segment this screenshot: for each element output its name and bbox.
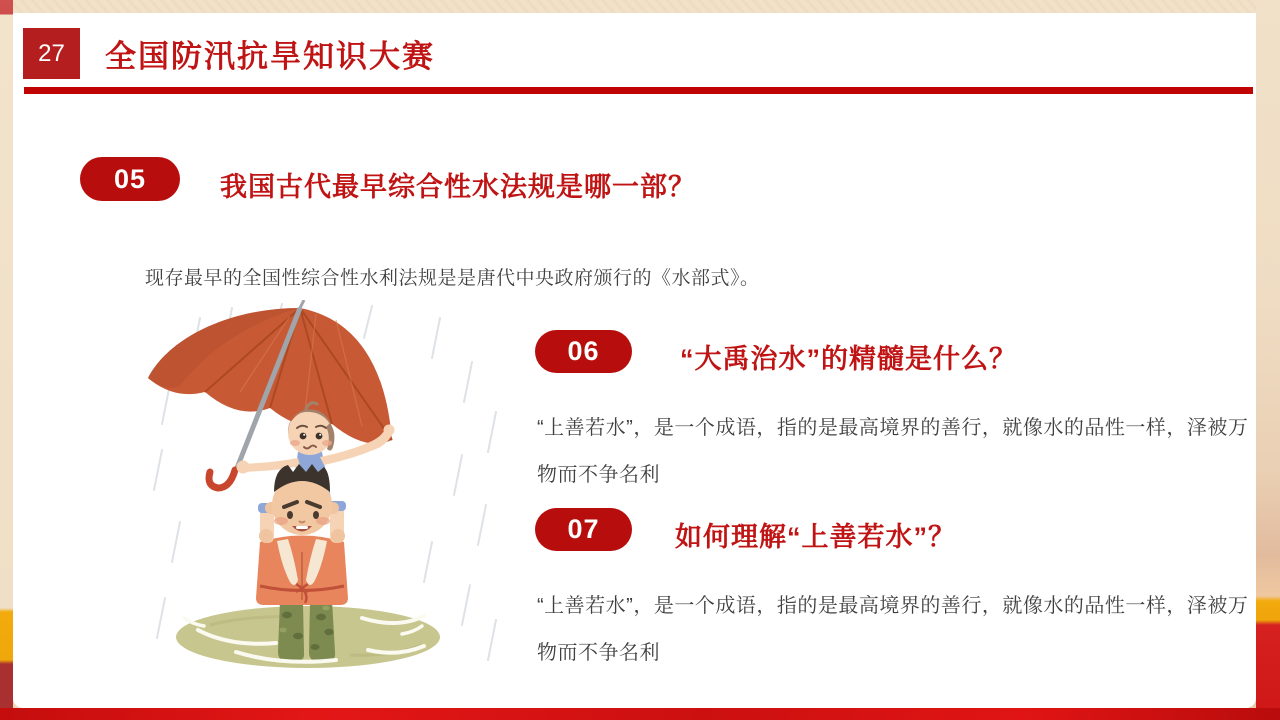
answer-text-05: 现存最早的全国性综合性水利法规是是唐代中央政府颁行的《水部式》。 [145, 268, 760, 289]
question-badge-05: 05 [80, 157, 180, 201]
left-edge-band [0, 0, 13, 720]
slide-title: 全国防汛抗旱知识大赛 [105, 39, 435, 74]
bottom-red-bar [0, 708, 1280, 720]
question-badge-06: 06 [535, 330, 632, 373]
question-title-05: 我国古代最早综合性水法规是哪一部？ [220, 172, 696, 202]
question-badge-07: 07 [535, 508, 632, 551]
answer-text-06: “上善若水”，是一个成语，指的是最高境界的善行，就像水的品性一样，泽被万物而不争名利 [537, 417, 1249, 486]
title-underline [24, 87, 1253, 94]
umbrella-graphic [148, 300, 392, 488]
answer-text-07: “上善若水”，是一个成语，指的是最高境界的善行，就像水的品性一样，泽被万物而不争名利 [537, 595, 1249, 664]
content-panel [13, 13, 1256, 708]
question-title-07: 如何理解“上善若水”？ [675, 522, 956, 552]
umbrella-hook-handle [209, 470, 235, 488]
page-number-box [23, 28, 80, 79]
page-number: 27 [38, 39, 65, 67]
question-title-06: “大禹治水”的精髓是什么？ [680, 344, 1017, 374]
flood-rescue-illustration [140, 300, 520, 695]
right-edge-band [1256, 0, 1280, 720]
